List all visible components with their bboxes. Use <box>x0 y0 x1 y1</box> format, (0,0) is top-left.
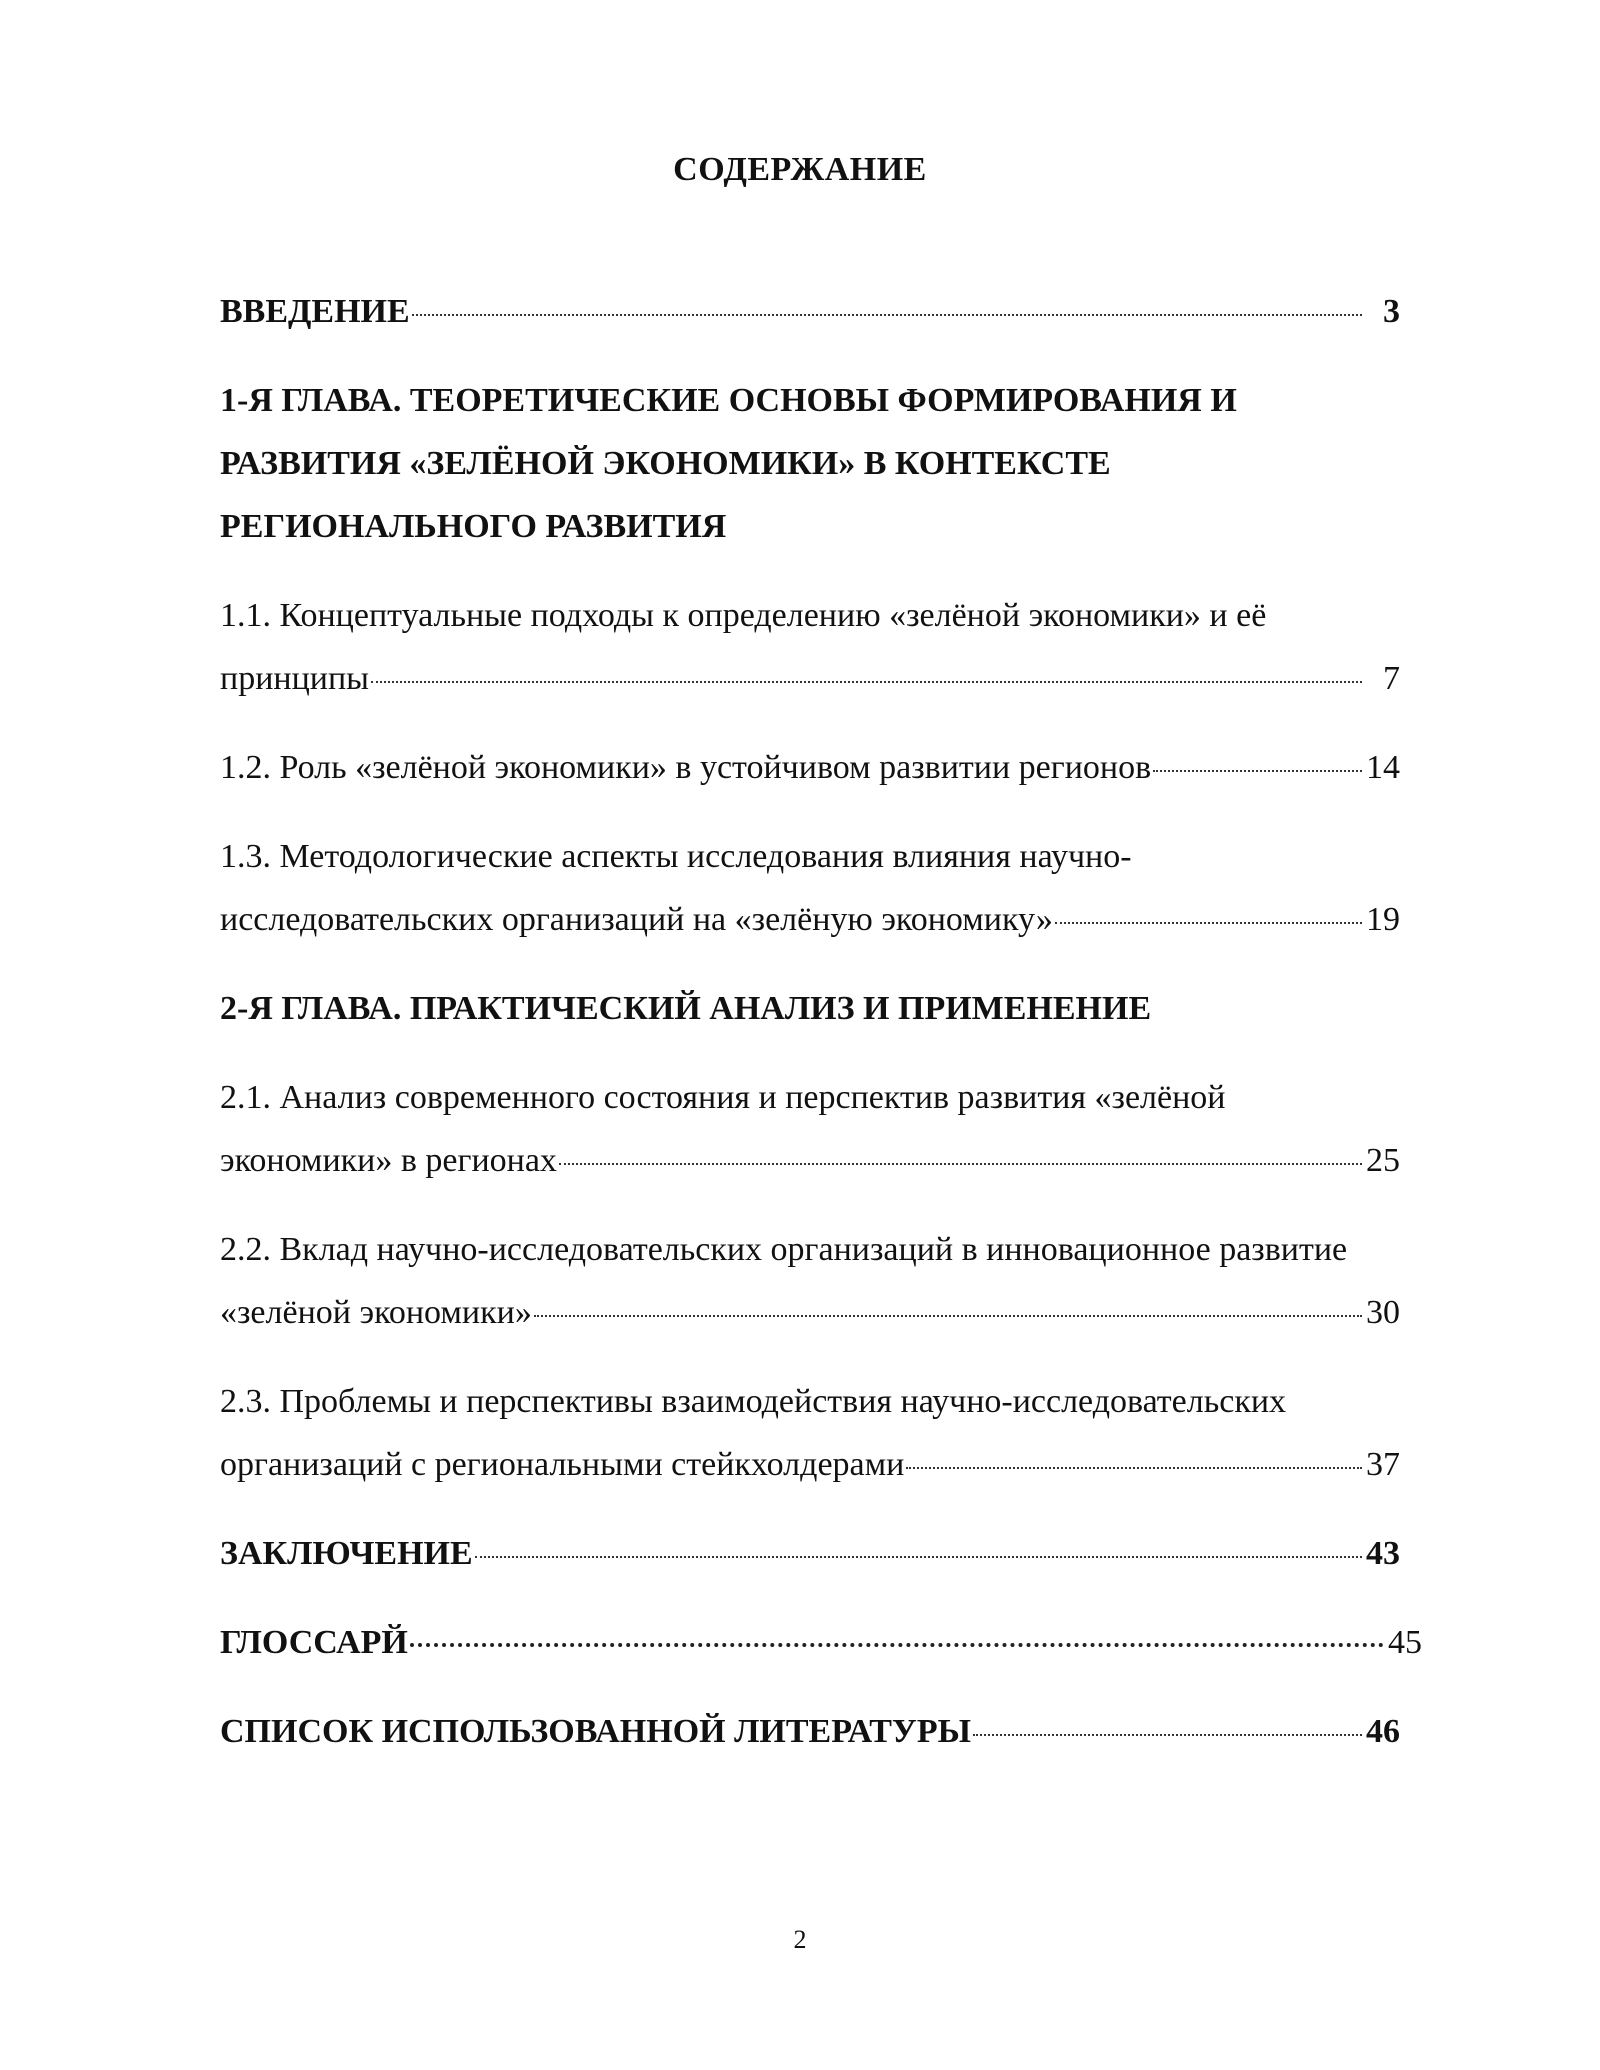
toc-entry-2-1[interactable] <box>220 1066 1400 1192</box>
toc-entry-page: 46 <box>1366 1713 1400 1750</box>
toc-entry-page: 14 <box>1366 749 1400 786</box>
toc-entry-text-line1: 2.3. Проблемы и перспективы взаимодействия научно-исследовательских <box>220 1383 1287 1420</box>
table-of-contents <box>220 280 1422 1763</box>
toc-entry-page: 37 <box>1366 1446 1400 1483</box>
toc-entry-page: 30 <box>1366 1294 1400 1331</box>
toc-entry-references[interactable] <box>220 1700 1400 1763</box>
toc-entry-text-line1: 2.1. Анализ современного состояния и перспектив развития «зелёной <box>220 1079 1226 1116</box>
toc-entry-2-3[interactable] <box>220 1370 1400 1496</box>
dot-leader <box>906 1467 1362 1469</box>
toc-entry-chapter-1[interactable] <box>220 369 1400 558</box>
toc-entry-text-line3: РЕГИОНАЛЬНОГО РАЗВИТИЯ <box>220 508 727 545</box>
toc-entry-page: 19 <box>1366 901 1400 938</box>
toc-entry-introduction[interactable] <box>220 280 1400 343</box>
toc-entry-text-line1: 1-Я ГЛАВА. ТЕОРЕТИЧЕСКИЕ ОСНОВЫ ФОРМИРОВАНИЯ И <box>220 382 1237 419</box>
toc-entry-1-1[interactable] <box>220 584 1400 710</box>
toc-entry-page: 43 <box>1366 1535 1400 1572</box>
toc-entry-2-2[interactable] <box>220 1218 1400 1344</box>
dot-leader <box>1055 922 1362 924</box>
toc-entry-text-line1: 1.1. Концептуальные подходы к определению «зелёной экономики» и её <box>220 597 1267 634</box>
dot-leader <box>412 314 1362 316</box>
toc-title: СОДЕРЖАНИЕ <box>673 151 927 188</box>
dot-leader <box>475 1556 1362 1558</box>
toc-entry-page: 45 <box>1388 1624 1422 1661</box>
toc-entry-text: ЗАКЛЮЧЕНИЕ <box>220 1535 473 1572</box>
toc-entry-text: ГЛОССАРЙ <box>220 1624 408 1661</box>
toc-entry-text: ВВЕДЕНИЕ <box>220 293 410 330</box>
toc-entry-text: 1.2. Роль «зелёной экономики» в устойчивом развитии регионов <box>220 749 1152 786</box>
toc-entry-text: 2-Я ГЛАВА. ПРАКТИЧЕСКИЙ АНАЛИЗ И ПРИМЕНЕНИЕ <box>220 990 1152 1027</box>
dot-leader <box>559 1163 1362 1165</box>
page-number: 2 <box>793 1925 807 1954</box>
toc-entry-text-line2: исследовательских организаций на «зелёную экономику» <box>220 901 1053 938</box>
toc-entry-text-line2: экономики» в регионах <box>220 1142 557 1179</box>
toc-entry-page: 7 <box>1383 660 1400 697</box>
toc-entry-text-line2: РАЗВИТИЯ «ЗЕЛЁНОЙ ЭКОНОМИКИ» В КОНТЕКСТЕ <box>220 445 1111 482</box>
toc-entry-page: 25 <box>1366 1142 1400 1179</box>
dot-leader <box>534 1315 1362 1317</box>
toc-entry-page: 3 <box>1383 293 1400 330</box>
toc-entry-text: СПИСОК ИСПОЛЬЗОВАННОЙ ЛИТЕРАТУРЫ <box>220 1713 971 1750</box>
toc-entry-chapter-2[interactable] <box>220 977 1400 1040</box>
dot-leader <box>1153 770 1362 772</box>
dot-leader <box>410 1643 1384 1647</box>
toc-entry-text-line1: 2.2. Вклад научно-исследовательских организаций в инновационное развитие <box>220 1231 1348 1268</box>
dot-leader <box>973 1734 1362 1736</box>
toc-entry-1-2[interactable] <box>220 736 1400 799</box>
dot-leader <box>371 681 1362 683</box>
toc-entry-1-3[interactable] <box>220 825 1400 951</box>
toc-entry-glossary[interactable] <box>220 1611 1422 1674</box>
toc-entry-text-line2: «зелёной экономики» <box>220 1294 532 1331</box>
toc-entry-text-line2: организаций с региональными стейкхолдерами <box>220 1446 905 1483</box>
toc-entry-text-line2: принципы <box>220 660 370 697</box>
toc-entry-text-line1: 1.3. Методологические аспекты исследования влияния научно- <box>220 838 1132 875</box>
toc-entry-conclusion[interactable] <box>220 1522 1400 1585</box>
